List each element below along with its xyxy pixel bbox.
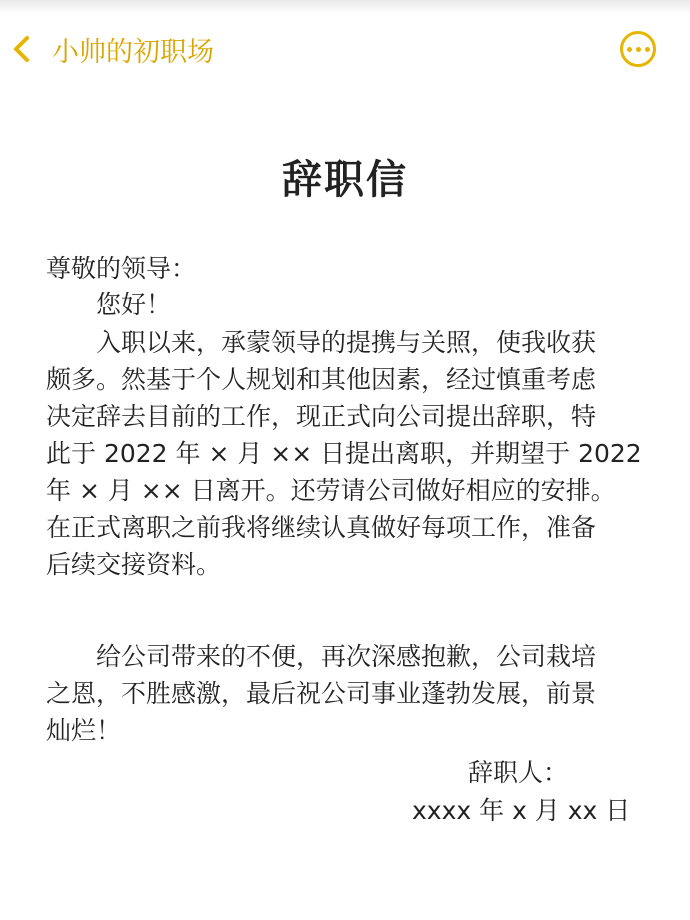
greeting: 您好！ xyxy=(96,290,172,319)
status-bar-strip xyxy=(0,0,690,14)
paragraph-1-line: 年 × 月 ×× 日离开。还劳请公司做好相应的安排。 xyxy=(46,476,616,505)
paragraph-2-line: 给公司带来的不便，再次深感抱歉，公司栽培 xyxy=(96,642,597,671)
nav-title: 小帅的初职场 xyxy=(52,36,214,68)
paragraph-1-line: 入职以来，承蒙领导的提携与关照，使我收获 xyxy=(96,328,597,357)
chevron-left-icon xyxy=(8,34,38,64)
paragraph-1-line: 颇多。然基于个人规划和其他因素，经过慎重考虑 xyxy=(46,365,597,394)
navigation-bar xyxy=(0,14,690,84)
letter-title: 辞职信 xyxy=(282,157,408,203)
salutation: 尊敬的领导： xyxy=(46,254,197,283)
paragraph-2-line: 之恩，不胜感激，最后祝公司事业蓬勃发展，前景 xyxy=(46,679,597,708)
paragraph-1-line: 此于 2022 年 × 月 ×× 日提出离职，并期望于 2022 xyxy=(46,439,642,468)
signature-date: xxxx 年 x 月 xx 日 xyxy=(412,796,631,825)
more-options-icon-dot xyxy=(645,47,650,52)
paragraph-2-line: 灿烂！ xyxy=(46,716,122,745)
paragraph-1-line: 在正式离职之前我将继续认真做好每项工作，准备 xyxy=(46,513,597,542)
back-button[interactable] xyxy=(8,26,214,72)
more-options-button[interactable] xyxy=(620,31,656,67)
paragraph-1-line: 后续交接资料。 xyxy=(46,550,222,579)
paragraph-1-line: 决定辞去目前的工作，现正式向公司提出辞职，特 xyxy=(46,402,597,431)
more-options-icon xyxy=(627,47,632,52)
more-options-icon-dot xyxy=(636,47,641,52)
signature-label: 辞职人： xyxy=(468,758,569,787)
